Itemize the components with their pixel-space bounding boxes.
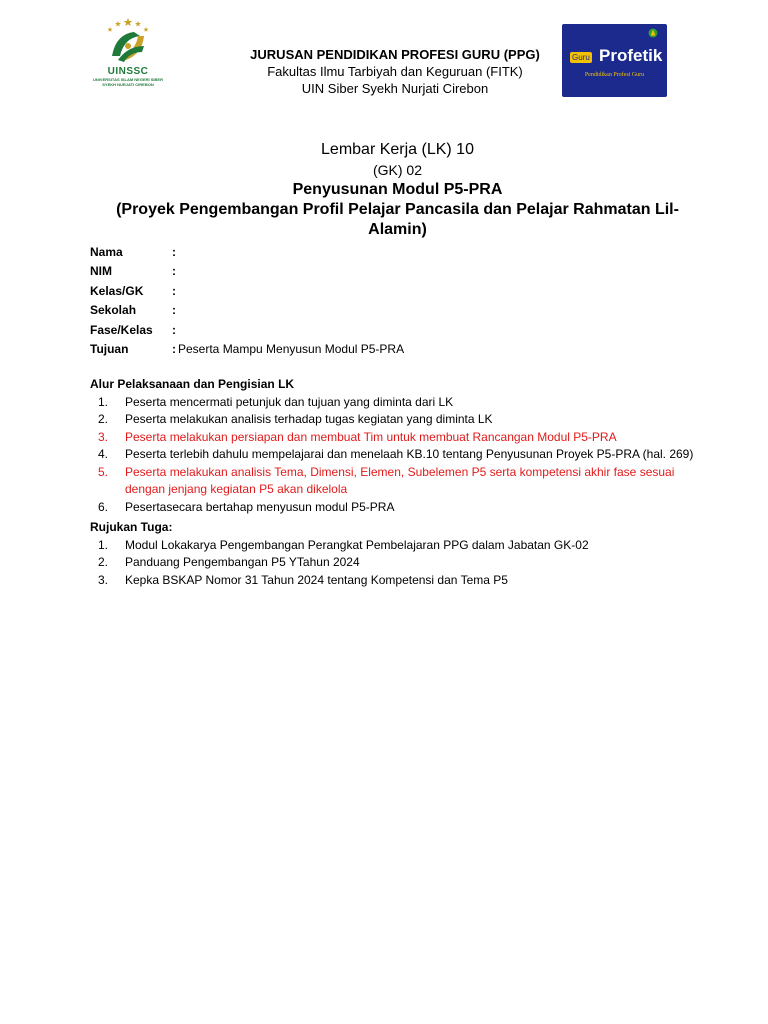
list-item xyxy=(90,446,710,464)
list-text: Peserta melakukan analisis terhadap tugas kegiatan yang diminta LK xyxy=(125,412,493,426)
list-item-highlighted xyxy=(90,429,710,447)
field-row xyxy=(90,320,590,340)
field-label: Tujuan xyxy=(90,342,129,357)
document-title-block xyxy=(90,140,705,240)
field-value: Peserta Mampu Menyusun Modul P5-PRA xyxy=(178,342,405,357)
department-name: JURUSAN PENDIDIKAN PROFESI GURU (PPG) xyxy=(250,47,540,62)
field-label: Sekolah xyxy=(90,303,137,318)
guru-profetik-logo xyxy=(562,24,667,97)
field-label: NIM xyxy=(90,264,112,279)
list-text: Peserta mencermati petunjuk dan tujuan yang diminta dari LK xyxy=(125,394,454,409)
list-number: 3. xyxy=(98,429,109,444)
list-text: Peserta melakukan persiapan dan membuat Tim untuk membuat Rancangan Modul P5-PRA xyxy=(125,429,617,444)
left-logo-name: UINSSC xyxy=(107,66,149,77)
list-item xyxy=(90,411,710,429)
field-colon: : xyxy=(172,322,176,337)
guru-badge: Guru xyxy=(572,53,590,62)
field-row xyxy=(90,262,590,282)
university-name: UIN Siber Syekh Nurjati Cirebon xyxy=(301,81,489,96)
field-row xyxy=(90,242,590,262)
list-number: 1. xyxy=(98,394,109,409)
list-number: 1. xyxy=(98,537,109,552)
references-list xyxy=(90,537,710,590)
list-text: Kepka BSKAP Nomor 31 Tahun 2024 tentang Kompetensi dan Tema P5 xyxy=(125,572,508,587)
uinssc-logo xyxy=(86,16,170,100)
letterhead-text xyxy=(200,46,590,97)
faculty-name: Fakultas Ilmu Tarbiyah dan Keguruan (FITK) xyxy=(267,64,523,79)
procedure-heading: Alur Pelaksanaan dan Pengisian LK xyxy=(90,377,295,391)
field-colon: : xyxy=(172,244,176,259)
list-item-highlighted xyxy=(90,464,710,499)
kemenag-emblem-icon xyxy=(648,28,658,38)
list-number: 3. xyxy=(98,572,109,587)
field-colon: : xyxy=(172,264,176,279)
list-number: 2. xyxy=(98,555,109,569)
profetik-tagline: Pendidikan Profesi Guru xyxy=(584,72,645,78)
list-number: 4. xyxy=(98,447,109,461)
list-text: Peserta terlebih dahulu mempelajarai dan menelaah KB.10 tentang Penyusunan Proyek P5-PRA (hal. 269) xyxy=(125,447,694,461)
uinssc-emblem-icon xyxy=(98,16,158,68)
title-sub: (Proyek Pengembangan Profil Pelajar Pancasila dan Pelajar Rahmatan Lil-Alamin) xyxy=(116,201,679,238)
title-main: Penyusunan Modul P5-PRA xyxy=(292,181,503,198)
identity-fields xyxy=(90,242,590,359)
procedure-section xyxy=(90,376,710,516)
list-text: Pesertasecara bertahap menyusun modul P5-PRA xyxy=(125,499,395,514)
list-text: Peserta melakukan analisis Tema, Dimensi, Elemen, Subelemen P5 serta kompetensi akhir fase sesuai dengan jenjang kegiatan P5 akan dikelola xyxy=(125,464,675,496)
list-item xyxy=(90,394,710,412)
procedure-list xyxy=(90,394,710,517)
field-colon: : xyxy=(172,283,176,298)
left-logo-subtitle: UNIVERSITAS ISLAM NEGERI SIBER SYEKH NURJATI CIREBON xyxy=(93,77,163,87)
references-section xyxy=(90,519,710,589)
title-lk: Lembar Kerja (LK) 10 xyxy=(321,141,474,158)
field-row xyxy=(90,301,590,321)
list-number: 2. xyxy=(98,412,109,426)
list-text: Modul Lokakarya Pengembangan Perangkat Pembelajaran PPG dalam Jabatan GK-02 xyxy=(125,537,589,552)
field-label: Nama xyxy=(90,244,123,259)
field-row xyxy=(90,340,590,360)
list-item xyxy=(90,572,710,590)
list-item xyxy=(90,554,710,572)
list-number: 6. xyxy=(98,499,109,514)
title-gk: (GK) 02 xyxy=(372,162,422,178)
field-colon: : xyxy=(172,342,176,357)
list-number: 5. xyxy=(98,464,109,479)
field-label: Fase/Kelas xyxy=(90,322,153,337)
list-item xyxy=(90,499,710,517)
field-colon: : xyxy=(172,303,176,318)
references-heading: Rujukan Tuga: xyxy=(90,520,173,534)
list-text: Panduang Pengembangan P5 YTahun 2024 xyxy=(125,555,360,569)
field-label: Kelas/GK xyxy=(90,283,144,298)
profetik-brand: Profetik xyxy=(599,46,663,65)
field-row xyxy=(90,281,590,301)
list-item xyxy=(90,537,710,555)
